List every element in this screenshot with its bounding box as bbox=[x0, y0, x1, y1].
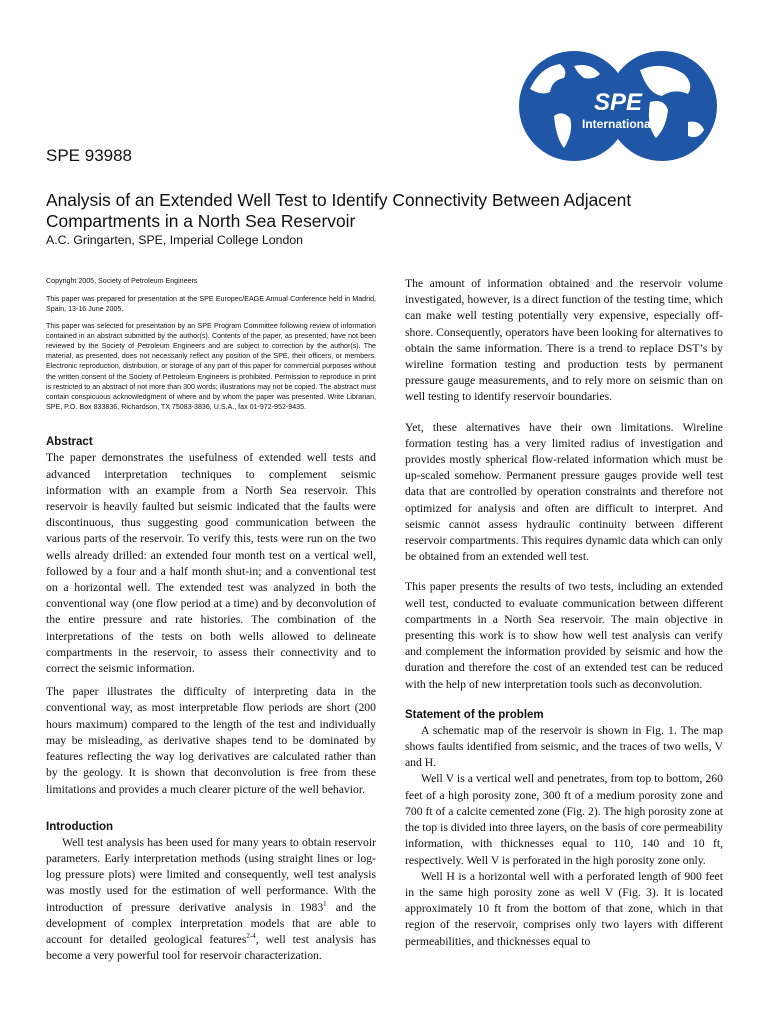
paper-author: A.C. Gringarten, SPE, Imperial College London bbox=[46, 233, 304, 247]
introduction-paragraph: Yet, these alternatives have their own limitations. Wireline formation testing has a very limited radius of investigation and provides mostly spherical flow-related information which must be up-scaled somehow. Permanent pressure gauges provide well test data that are controlled by operation constraints and therefore not optimized for analysis and often are difficult to interpret. And seismic cannot assess hydraulic continuity between different reservoir compartments. This requires dynamic data which can only be obtained from an extended well test. bbox=[405, 420, 723, 564]
left-column bbox=[46, 276, 376, 971]
introduction-paragraph: The amount of information obtained and the reservoir volume investigated, however, is a direct function of the testing time, which can make well testing potentially very expensive, especially off-shore. Consequently, operators have been looking for alternatives to obtain the same information. There is a trend to replace DST’s by wireline formation testing and production tests by permanent pressure gauge measurements, and to rely more on seismic than on well testing to identify reservoir boundaries. bbox=[405, 277, 723, 404]
intro-text: and the development of complex interpretation models that are able to account for detailed geological features bbox=[46, 900, 376, 946]
intro-text: Well test analysis has been used for many years to obtain reservoir parameters. Early interpretation methods (using straight lines or log-log pressure plots) were limited and consequently, well test analysis was mostly used for the estimation of well performance. With the introduction of pressure derivative analysis in 1983 bbox=[46, 835, 376, 914]
statement-paragraph: A schematic map of the reservoir is shown in Fig. 1. The map shows faults identified from seismic, and the traces of two wells, V and H. bbox=[405, 723, 723, 770]
reference-superscript: 2-4 bbox=[246, 932, 256, 941]
abstract-heading: Abstract bbox=[46, 436, 93, 449]
reference-superscript: 1 bbox=[323, 899, 327, 908]
review-disclaimer: This paper was selected for presentation by an SPE Program Committee following review of information contained in an abstract submitted by the author(s). Contents of the paper, as presented, have not been reviewed by the Society of Petroleum Engineers and are subject to correction by the author(s). The material, as presented, does not necessarily reflect any position of the SPE, their officers, or members. Electronic reproduction, distribution, or storage of any part of this paper for commercial purposes without the written consent of the Society of Petroleum Engineers is prohibited. Permission to reproduce in print is restricted to an abstract of not more than 300 words; illustrations may not be copied. The abstract must contain conspicuous acknowledgment of where and by whom the paper was presented. Write Librarian, SPE, P.O. Box 833836, Richardson, TX 75083-3836, U.S.A., fax 01-972-952-9435. bbox=[46, 321, 376, 412]
introduction-paragraph bbox=[46, 835, 376, 965]
statement-section bbox=[405, 707, 723, 950]
introduction-paragraph: This paper presents the results of two tests, including an extended well test, conducted to evaluate communication between different compartments in a North Sea reservoir. The main objective in presenting this work is to show how well test analysis can verify and complement the information provided by seismic and how the duration and therefore the cost of an extended test can be reduced with the help of new interpretation tools such as deconvolution. bbox=[405, 580, 723, 691]
statement-paragraph: Well H is a horizontal well with a perforated length of 900 feet in the same high porosity zone as well V (Fig. 3). It is located approximately 10 ft from the bottom of that zone, which in that region of the reservoir, comprises only two layers with different permeabilities, and thicknesses equal to bbox=[405, 869, 723, 948]
copyright-line: Copyright 2005, Society of Petroleum Engineers bbox=[46, 277, 198, 285]
introduction-continued bbox=[405, 276, 723, 693]
logo-subtitle-text: International bbox=[581, 117, 655, 131]
right-column bbox=[405, 276, 723, 950]
copyright-notice bbox=[46, 276, 376, 412]
statement-paragraph: Well V is a vertical well and penetrates, from top to bottom, 260 feet of a high porosity zone, 300 ft of a medium porosity zone and 700 ft of a calcite cemented zone (Fig. 2). The high porosity zone at the top is divided into three layers, on the basis of core permeability information, with thicknesses equal to 110, 140 and 10 ft, respectively. Well V is perforated in the high porosity zone only. bbox=[405, 772, 723, 867]
statement-heading: Statement of the problem bbox=[405, 708, 544, 721]
abstract-paragraph: The paper illustrates the difficulty of interpreting data in the conventional way, as most interpretable flow periods are short (200 hours maximum) compared to the length of the test and individually may be misleading, as derivative shapes tend to be dominated by features reflecting the way log derivatives are calculated rather than by the geology. It is shown that deconvolution is free from these limitations and provides a much clearer picture of the well behavior. bbox=[46, 685, 376, 796]
introduction-heading: Introduction bbox=[46, 820, 114, 833]
spe-international-logo bbox=[512, 44, 724, 164]
conference-line: This paper was prepared for presentation at the SPE Europec/EAGE Annual Conference held in Madrid, Spain, 13-16 June 2005. bbox=[46, 295, 376, 314]
abstract-paragraph: The paper demonstrates the usefulness of extended well tests and advanced interpretation techniques to complement seismic information with an example from a North Sea reservoir. This reservoir is heavily faulted but seismic indicated that the faults were discontinuous, thus suggesting good communication between the various parts of the reservoir. To verify this, tests were run on the two wells already drilled: an extended four month test on a vertical well, followed by a four and a half month shut-in; and a conventional test on a horizontal well. The extended test was analyzed in both the conventional way (one flow period at a time) and by deconvolution of the entire pressure and rate histories. The combination of the interpretations of the tests on both wells allowed to delineate compartments in the reservoir, to assess their connectivity and to correct the seismic information. bbox=[46, 451, 376, 676]
abstract-section bbox=[46, 434, 376, 797]
introduction-section bbox=[46, 819, 376, 965]
paper-number: SPE 93988 bbox=[46, 146, 133, 165]
logo-brand-text: SPE bbox=[593, 89, 643, 116]
intro-text: , well test analysis has become a very powerful tool for reservoir characterization. bbox=[46, 932, 376, 963]
paper-title: Analysis of an Extended Well Test to Identify Connectivity Between Adjacent Compartments in a North Sea Reservoir bbox=[46, 190, 632, 231]
